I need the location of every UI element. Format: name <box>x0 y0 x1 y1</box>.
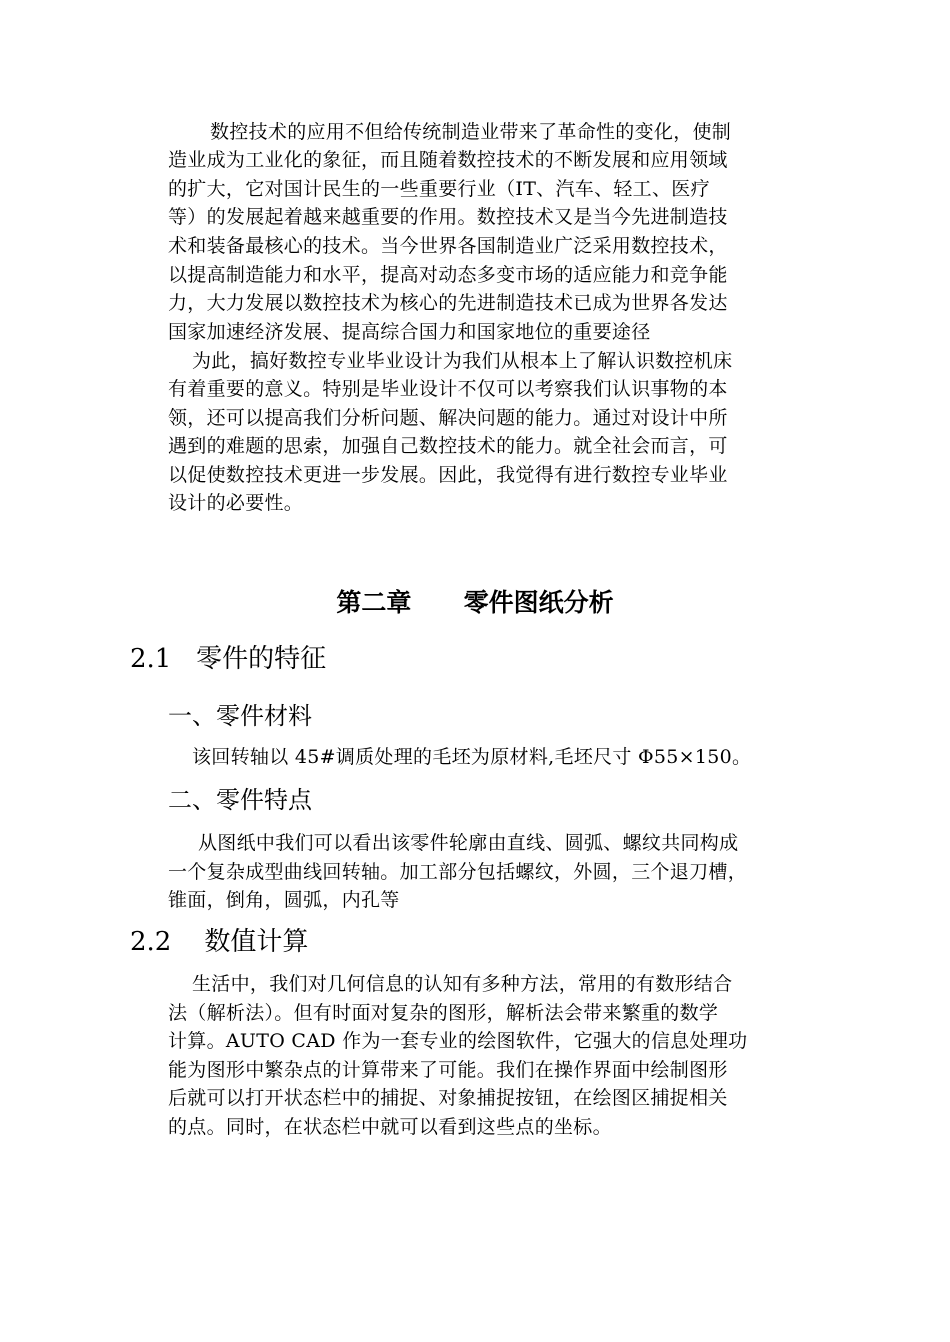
intro-para2-line: 设计的必要性。 <box>168 492 304 514</box>
calc-line: 法（解析法）。但有时面对复杂的图形，解析法会带来繁重的数学 <box>168 1002 719 1024</box>
intro-para1-line: 的扩大，它对国计民生的一些重要行业（IT、汽车、轻工、医疗 <box>168 178 710 200</box>
chapter-title: 第二章 零件图纸分析 <box>336 588 614 617</box>
calc-line: 的点。同时，在状态栏中就可以看到这些点的坐标。 <box>168 1116 612 1138</box>
intro-para2-line: 为此，搞好数控专业毕业设计为我们从根本上了解认识数控机床 <box>192 350 733 372</box>
intro-para2-line: 有着重要的意义。特别是毕业设计不仅可以考察我们认识事物的本 <box>168 378 728 400</box>
intro-para2-line: 领，还可以提高我们分析问题、解决问题的能力。通过对设计中所 <box>168 407 728 429</box>
intro-para1-line: 以提高制造能力和水平，提高对动态多变市场的适应能力和竞争能 <box>168 264 728 286</box>
subsection-material-heading: 一、零件材料 <box>168 702 312 730</box>
features-line: 锥面，倒角，圆弧，内孔等 <box>168 889 400 911</box>
calc-line: 生活中，我们对几何信息的认知有多种方法，常用的有数形结合 <box>192 973 733 995</box>
material-text: 该回转轴以 45#调质处理的毛坯为原材料,毛坯尺寸 Φ55×150。 <box>192 746 752 768</box>
section-2-2-heading: 2.2 数值计算 <box>130 927 309 957</box>
calc-line: 能为图形中繁杂点的计算带来了可能。我们在操作界面中绘制图形 <box>168 1059 728 1081</box>
intro-para2-line: 遇到的难题的思索，加强自己数控技术的能力。就全社会而言，可 <box>168 435 728 457</box>
section-2-1-heading: 2.1 零件的特征 <box>130 644 327 674</box>
intro-para1-line: 国家加速经济发展、提高综合国力和国家地位的重要途径 <box>168 321 651 343</box>
features-line: 从图纸中我们可以看出该零件轮廓由直线、圆弧、螺纹共同构成 <box>198 832 739 854</box>
calc-line: 后就可以打开状态栏中的捕捉、对象捕捉按钮，在绘图区捕捉相关 <box>168 1087 728 1109</box>
intro-para2-line: 以促使数控技术更进一步发展。因此，我觉得有进行数控专业毕业 <box>168 464 728 486</box>
subsection-features-heading: 二、零件特点 <box>168 786 312 814</box>
intro-para1-line: 造业成为工业化的象征，而且随着数控技术的不断发展和应用领域 <box>168 149 728 171</box>
intro-para1-line: 等）的发展起着越来越重要的作用。数控技术又是当今先进制造技 <box>168 206 728 228</box>
intro-para1-line: 数控技术的应用不但给传统制造业带来了革命性的变化，使制 <box>210 121 732 143</box>
intro-para1-line: 力，大力发展以数控技术为核心的先进制造技术已成为世界各发达 <box>168 292 728 314</box>
features-line: 一个复杂成型曲线回转轴。加工部分包括螺纹，外圆，三个退刀槽， <box>168 861 748 883</box>
calc-line: 计算。AUTO CAD 作为一套专业的绘图软件，它强大的信息处理功 <box>168 1030 748 1052</box>
intro-para1-line: 术和装备最核心的技术。当今世界各国制造业广泛采用数控技术， <box>168 235 728 257</box>
